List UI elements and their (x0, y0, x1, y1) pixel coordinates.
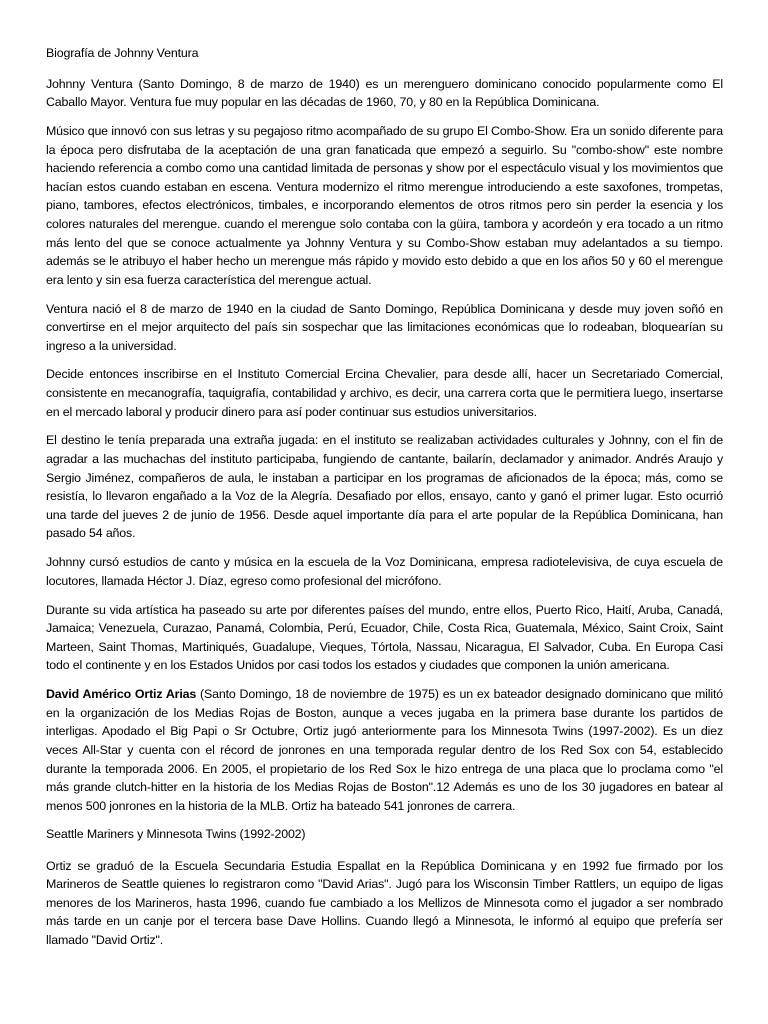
paragraph-institute: Decide entonces inscribirse en el Instituto Comercial Ercina Chevalier, para desde allí, hacer un Secretariado Comercial, consistente en mecanografía, taquigrafía, contabilidad y archivo, es decir, una carrera corta que le permitiera luego, insertarse en el mercado laboral y producir dinero para así poder continuar sus estudios universitarios. (46, 367, 723, 419)
paragraph-destiny: El destino le tenía preparada una extraña jugada: en el instituto se realizaban actividades culturales y Johnny, con el fin de agradar a las muchachas del instituto participaba, fungiendo de cantante, bailarín, declamador y animador. Andrés Araujo y Sergio Jiménez, compañeros de aula, le instaban a participar en los programas de aficionados de la época; más, como se resistía, lo llevaron engañado a la Voz de la Alegría. Desafiado por ellos, ensayo, canto y ganó el primer lugar. Esto ocurrió una tarde del jueves 2 de junio de 1956. Desde aquel importante día para el arte popular de la República Dominicana, han pasado 54 años. (46, 433, 723, 541)
paragraph-tours: Durante su vida artística ha paseado su arte por diferentes países del mundo, entre ellos, Puerto Rico, Haití, Aruba, Canadá, Jamaica; Venezuela, Curazao, Panamá, Colombia, Perú, Ecuador, Chile, Costa Rica, Guatemala, México, Saint Croix, Saint Marteen, Saint Thomas, Martiniqués, Guadalupe, Vieques, Tórtola, Nassau, Nicaragua, El Salvador, Cuba. En Europa Casi todo el continente y en los Estados Unidos por casi todos los estados y ciudades que componen la unión americana. (46, 602, 723, 673)
paragraph-ortiz-career: Ortiz se graduó de la Escuela Secundaria Estudia Espallat en la República Dominicana y en 1992 fue firmado por los Marineros de Seattle quienes lo registraron como "David Arias". Jugó para los Wisconsin Timber Rattlers, un equipo de ligas menores de los Marineros, hasta 1996, cuando fue cambiado a los Mellizos de Minnesota como el jugador a ser nombrado más tarde en un canje por el tercera base Dave Hollins. Cuando llegó a Minnesota, le informó al equipo que prefería ser llamado "David Ortiz". (46, 858, 723, 947)
ortiz-name: David Américo Ortiz Arias (46, 687, 197, 702)
paragraph-combo-show: Músico que innovó con sus letras y su pegajoso ritmo acompañado de su grupo El Combo-Show. Era un sonido diferente para la época pero disfrutaba de la aceptación de una gran fanaticada que empezó a seguirlo. Su "combo-show" este nombre haciendo referencia a combo como una cantidad limitada de personas y show por el espectáculo visual y los movimientos que hacían estos cuando estaban en escena. Ventura modernizo el ritmo merengue introduciendo a este saxofones, trompetas, piano, tambores, efectos electrónicos, timbales, e incorporando elementos de otros ritmos pero sin perder la esencia y los colores naturales del merengue. cuando el merengue solo contaba con la güira, tambora y acordeón y era tocado a un ritmo más lento del que se conoce actualmente ya Johnny Ventura y su Combo-Show estaban muy adelantados a su tiempo. además se le atribuyo el haber hecho un merengue más rápido y movido esto debido a que en los años 50 y 60 el merengue era lento y sin esa fuerza característica del merengue actual. (46, 123, 723, 287)
paragraph-ortiz (46, 685, 723, 815)
paragraph-birth: Ventura nació el 8 de marzo de 1940 en la ciudad de Santo Domingo, República Dominicana y desde muy joven soñó en convertirse en el mejor arquitecto del país sin sospechar que las limitaciones económicas que lo rodeaban, bloquearían su ingreso a la universidad. (46, 301, 723, 353)
document-title: Biografía de Johnny Ventura (46, 46, 199, 60)
ortiz-bio-text: (Santo Domingo, 18 de noviembre de 1975) es un ex bateador designado dominicano que militó en la organización de los Medias Rojas de Boston, aunque a veces jugaba en la primera base durante los partidos de interligas. Apodado el Big Papi o Sr Octubre, Ortiz jugó anteriormente para los Minnesota Twins (1997-2002). Es un diez veces All-Star y cuenta con el récord de jonrones en una temporada regular dentro de los Red Sox con 54, establecido durante la temporada 2006. En 2005, el propietario de los Red Sox le hizo entrega de una placa que lo proclama como "el más grande clutch-hitter en la historia de los Medias Rojas de Boston".12 Además es uno de los 30 jugadores en batear al menos 500 jonrones en la historia de la MLB. Ortiz ha bateado 541 jonrones de carrera. (46, 687, 723, 813)
paragraph-studies: Johnny cursó estudios de canto y música en la escuela de la Voz Dominicana, empresa radiotelevisiva, de cuya escuela de locutores, llamada Héctor J. Díaz, egreso como profesional del micrófono. (46, 555, 723, 588)
paragraph-intro: Johnny Ventura (Santo Domingo, 8 de marzo de 1940) es un merenguero dominicano conocido popularmente como El Caballo Mayor. Ventura fue muy popular en las décadas de 1960, 70, y 80 en la República Dominicana. (46, 76, 723, 110)
section-heading: Seattle Mariners y Minnesota Twins (1992-2002) (46, 827, 306, 842)
document-page (46, 44, 723, 960)
